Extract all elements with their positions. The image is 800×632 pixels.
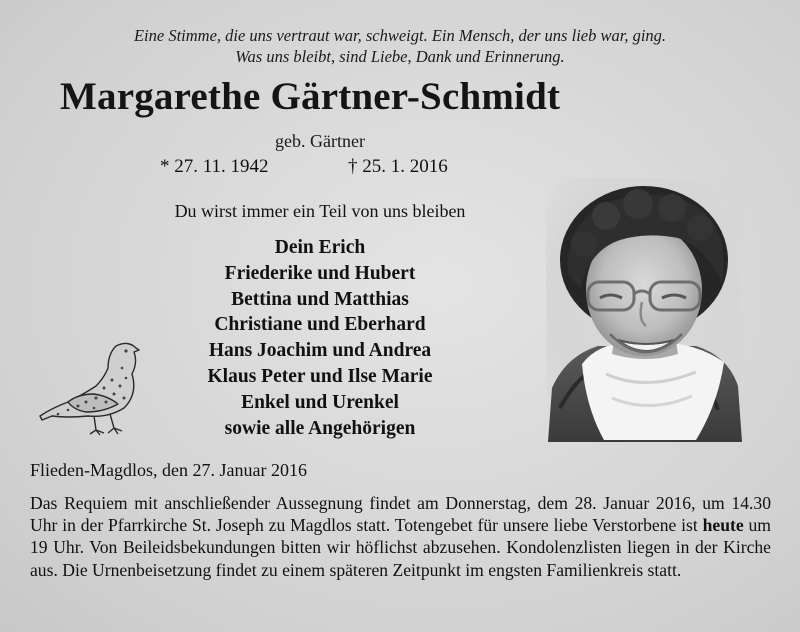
- announcement-emphasis: heute: [702, 515, 744, 536]
- birth-date: * 27. 11. 1942: [160, 156, 269, 177]
- mourner-item: Hans Joachim und Andrea: [208, 340, 432, 362]
- motto-line-1: Eine Stimme, die uns vertraut war, schweigt. Ein Mensch, der uns lieb war, ging.: [133, 26, 667, 45]
- announcement-part-2: um 19 Uhr. Von Beileidsbekundungen bitten wir höflichst abzusehen. Kondolenzlisten liegen in der Kirche aus. Die Urnenbeisetzung findet zu einem späteren Zeitpunkt im engsten Familienkreis statt.: [30, 515, 771, 580]
- mourner-item: Friederike und Hubert: [224, 262, 416, 284]
- mourner-item: Dein Erich: [274, 237, 366, 258]
- farewell-line: Du wirst immer ein Teil von uns bleiben: [174, 201, 466, 221]
- mourner-item: Klaus Peter und Ilse Marie: [207, 365, 433, 387]
- portrait-photo: [546, 178, 742, 442]
- mourner-item: Christiane und Eberhard: [214, 314, 426, 336]
- mourner-item: sowie alle Angehörigen: [224, 417, 416, 439]
- deceased-name: Margarethe Gärtner-Schmidt: [60, 75, 561, 118]
- birth-name: geb. Gärtner: [275, 131, 365, 151]
- mourner-item: Enkel und Urenkel: [241, 391, 399, 413]
- place-and-date: Flieden-Magdlos, den 27. Januar 2016: [30, 460, 307, 480]
- motto-line-2: Was uns bleibt, sind Liebe, Dank und Erinnerung.: [235, 47, 565, 66]
- death-date: † 25. 1. 2016: [348, 156, 448, 177]
- announcement-text: [30, 492, 771, 581]
- dove-icon: [38, 338, 142, 438]
- announcement-part-1: Das Requiem mit anschließender Aussegnung findet am Donnerstag, dem 28. Januar 2016, um 14.30 Uhr in der Pfarrkirche St. Joseph zu Magdlos statt. Totengebet für unsere liebe Verstorbene ist: [30, 493, 771, 536]
- mourner-item: Bettina und Matthias: [231, 288, 409, 310]
- motto-verse: [0, 25, 800, 67]
- mourners-list: [150, 235, 490, 441]
